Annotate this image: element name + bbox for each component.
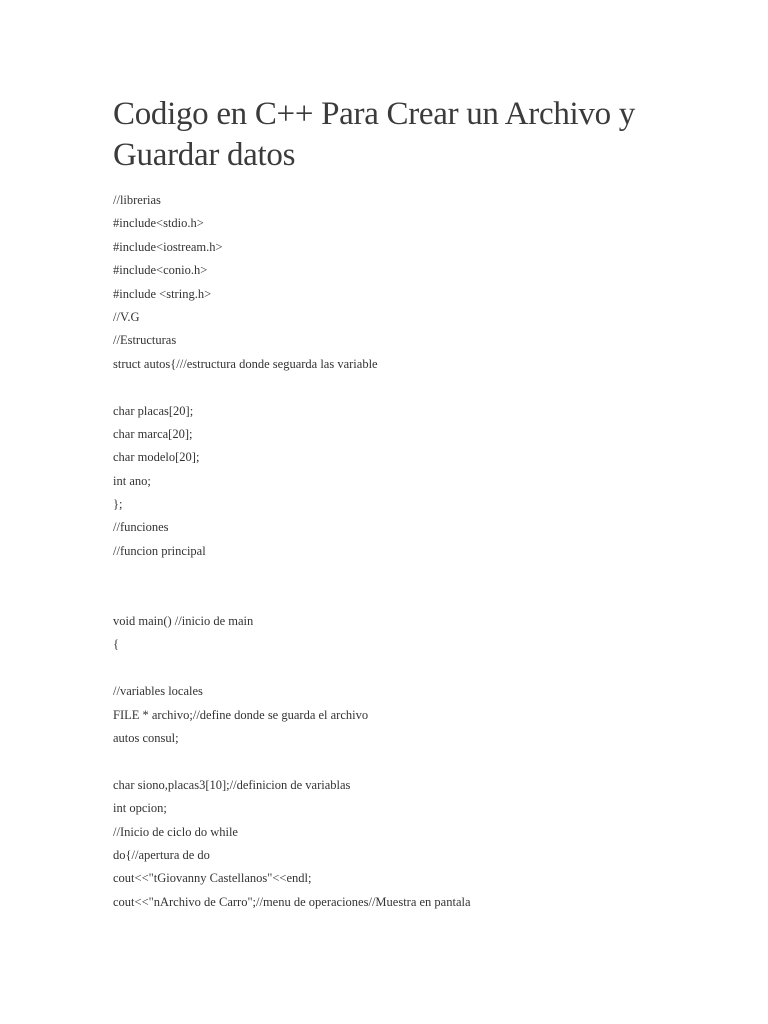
code-line: autos consul; [113,730,179,745]
code-line: }; [113,497,123,512]
code-line: #include<stdio.h> [113,216,204,231]
code-line: //librerias [113,193,161,207]
code-line: { [113,637,119,652]
code-blank-line [113,587,733,610]
code-line: char siono,placas3[10];//definicion de variablas [113,777,351,792]
code-line: #include<conio.h> [113,263,208,278]
code-blank-line [113,750,733,773]
code-blank-line [113,376,733,399]
code-line: #include<iostream.h> [113,239,223,254]
code-line: struct autos{///estructura donde seguarda las variable [113,356,378,371]
code-line: //funcion principal [113,543,206,558]
code-line: //Inicio de ciclo do while [113,824,238,839]
code-line: //Estructuras [113,333,177,348]
code-line: int ano; [113,473,151,488]
code-line: cout<<"tGiovanny Castellanos"<<endl; [113,871,312,886]
code-line: char marca[20]; [113,426,193,441]
code-line: //variables locales [113,684,203,699]
code-line: //funciones [113,520,169,535]
document-title: Codigo en C++ Para Crear un Archivo y Guardar datos [113,96,635,173]
code-line: int opcion; [113,801,167,816]
code-line: #include <string.h> [113,286,212,301]
code-line: FILE * archivo;//define donde se guarda el archivo [113,707,369,722]
code-line: cout<<"nArchivo de Carro";//menu de operaciones//Muestra en pantala [113,894,471,909]
code-line: void main() //inicio de main [113,614,254,629]
code-blank-line [113,657,733,680]
code-line: do{//apertura de do [113,847,210,862]
code-line: //V.G [113,309,140,324]
code-line: char placas[20]; [113,403,194,418]
code-blank-line [113,563,733,586]
code-line: char modelo[20]; [113,450,200,465]
code-block [113,189,733,914]
